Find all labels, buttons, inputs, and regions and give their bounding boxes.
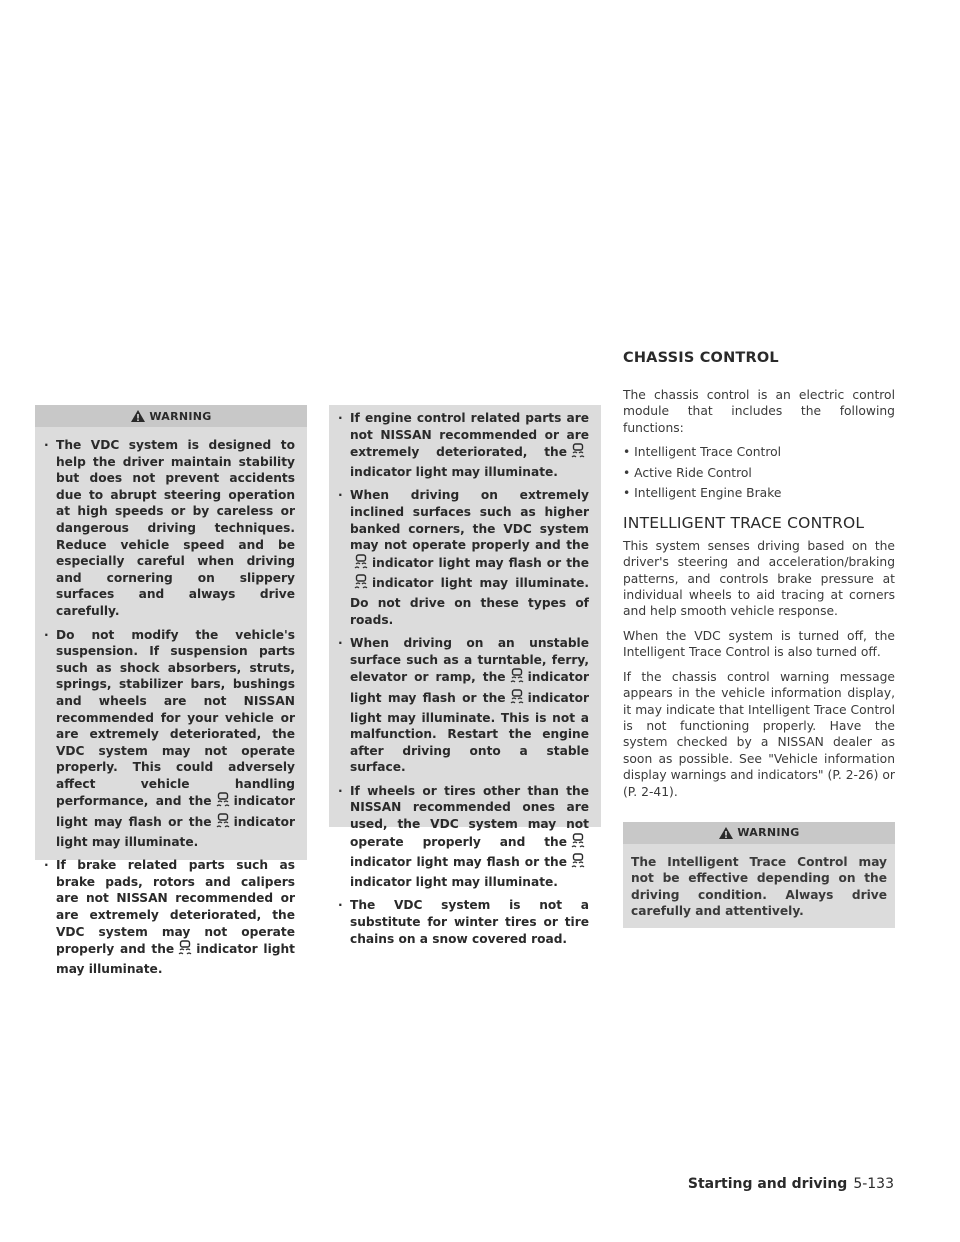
warning-label: WARNING	[149, 409, 212, 423]
subheading: INTELLIGENT TRACE CONTROL	[623, 514, 865, 533]
body-paragraph: If the chassis control warning message appears in the vehicle information display, it may indicate that Intelligent Trace Control is not functioning properly. Have the system checked by a NISSAN dealer as soon as possible. See "Vehicle information display warnings and indicators" (P. 2-26) or (P. 2-41).	[623, 669, 895, 799]
warning-box-left	[35, 405, 307, 976]
warning-header	[35, 405, 307, 427]
chapter-name: Starting and driving	[687, 1176, 848, 1192]
section-title: CHASSIS CONTROL	[623, 350, 779, 366]
slip-indicator-icon	[177, 940, 193, 961]
warning-header	[623, 822, 895, 844]
body-paragraph: This system senses driving based on the driver's steering and acceleration/braking patterns, and controls brake pressure at individual wheels to aid tracing at corners and help smooth vehicle response.	[623, 538, 895, 619]
warning-box-middle	[329, 405, 601, 946]
warning-label: WARNING	[737, 825, 800, 839]
warning-triangle-icon	[718, 826, 734, 840]
warning-item: · When driving on extremely inclined surfaces such as higher banked corners, the VDC system may not operate properly and theindicator light may flash or theindicator light may illuminate. Do not drive on these types of roads.	[349, 487, 589, 628]
slip-indicator-icon	[215, 813, 231, 834]
warning-item: · Do not modify the vehicle's suspension. If suspension parts such as shock absorbers, struts, springs, stabilizer bars, bushings and wheels are not NISSAN recommended for your vehicle or are extremely deteriorated, the VDC system may not operate properly. This could adversely affect vehicle handling performance, and the indicator light may flash or the indicator light may illuminate.	[55, 627, 295, 851]
page-number: 5-133	[853, 1176, 894, 1192]
warning-triangle-icon	[130, 409, 146, 423]
warning-list-middle	[329, 405, 601, 962]
page-footer	[688, 1176, 894, 1192]
warning-item: · If wheels or tires other than the NISSAN recommended ones are used, the VDC system may not operate properly and theindicator light may flash or theindicator light may illuminate.	[349, 783, 589, 891]
chassis-control-column	[623, 387, 895, 928]
warning-box-right	[623, 822, 895, 928]
warning-item: · If brake related parts such as brake pads, rotors and calipers are not NISSAN recommended or are extremely deteriorated, the VDC system may not operate properly and the indicator light may illuminate.	[55, 857, 295, 977]
warning-list-left	[35, 427, 307, 992]
body-paragraph: When the VDC system is turned off, the Intelligent Trace Control is also turned off.	[623, 628, 895, 660]
function-item: • Intelligent Trace Control	[623, 445, 782, 460]
slip-indicator-icon	[353, 554, 369, 575]
slip-indicator-icon	[509, 689, 525, 710]
warning-item: · The VDC system is designed to help the driver maintain stability but does not prevent accidents due to abrupt steering operation at high speeds or by careless or dangerous driving techniques. Reduce vehicle speed and be especially careful when driving and cornering on slippery surfaces and always drive carefully.	[55, 437, 295, 620]
warning-item: · The VDC system is not a substitute for winter tires or tire chains on a snow covered road.	[349, 897, 589, 947]
slip-indicator-icon	[353, 574, 369, 595]
warning-item: · If engine control related parts are not NISSAN recommended or are extremely deteriorated, theindicator light may illuminate.	[349, 410, 589, 480]
intro-paragraph: The chassis control is an electric control module that includes the following functions:	[623, 388, 895, 435]
function-item: • Intelligent Engine Brake	[623, 486, 782, 501]
slip-indicator-icon	[570, 853, 586, 874]
slip-indicator-icon	[509, 668, 525, 689]
warning-text: The Intelligent Trace Control may not be effective depending on the driving condition. Always drive carefully and attentively.	[631, 854, 887, 919]
function-item: • Active Ride Control	[623, 465, 752, 480]
slip-indicator-icon	[570, 833, 586, 854]
slip-indicator-icon	[570, 443, 586, 464]
warning-item: · When driving on an unstable surface such as a turntable, ferry, elevator or ramp, the indicator light may flash or the indicator light may illuminate. This is not a malfunction. Restart the engine after driving onto a stable surface.	[349, 635, 589, 776]
slip-indicator-icon	[215, 792, 231, 813]
